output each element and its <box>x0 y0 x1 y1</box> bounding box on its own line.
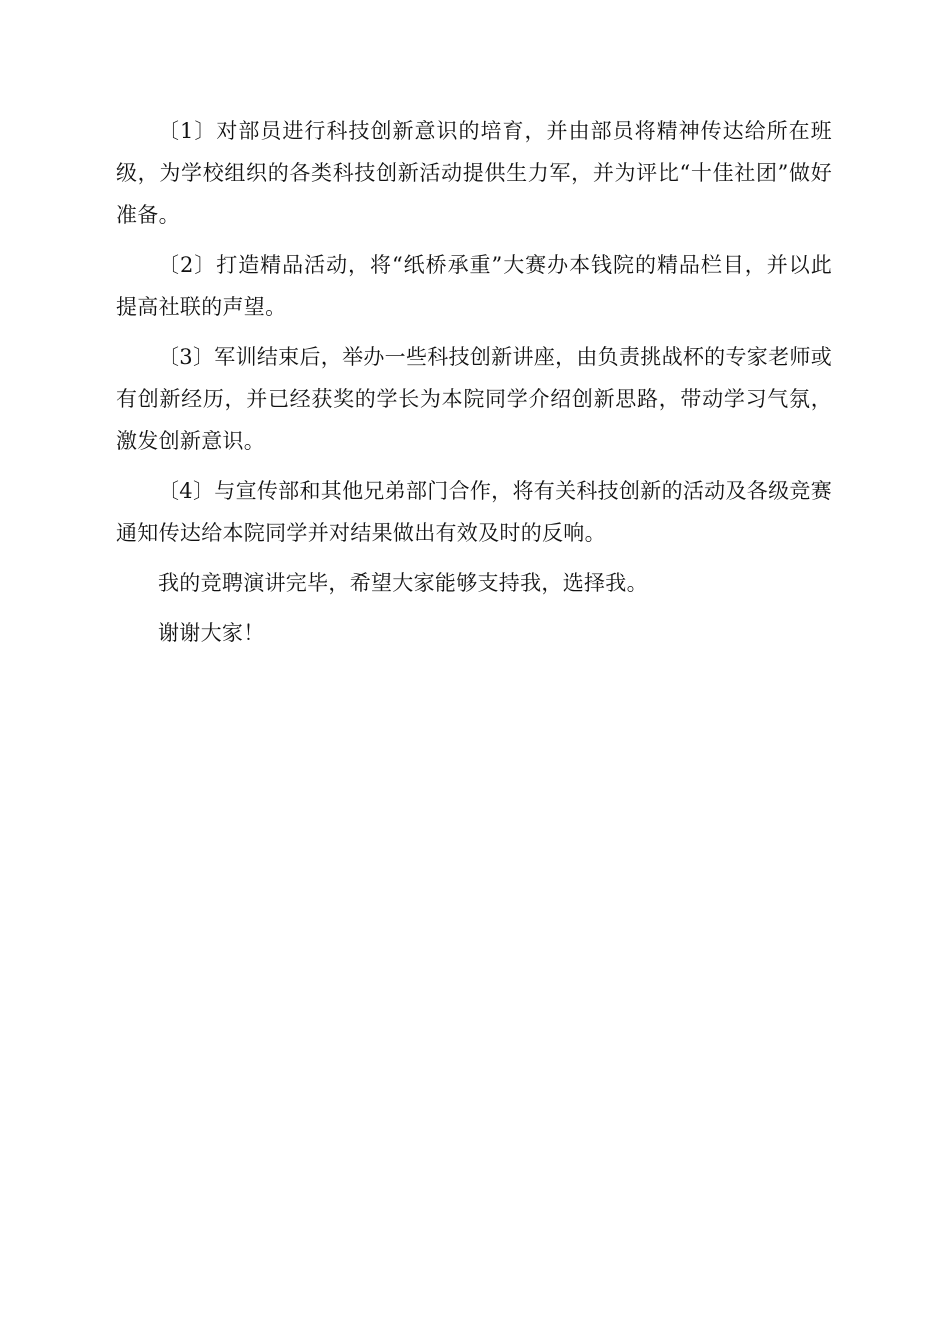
document-body <box>116 110 832 662</box>
paragraph-item-3: 〔3〕军训结束后，举办一些科技创新讲座，由负责挑战杯的专家老师或有创新经历，并已经获奖的学长为本院同学介绍创新思路，带动学习气氛，激发创新意识。 <box>116 345 832 453</box>
closing-statement: 我的竞聘演讲完毕，希望大家能够支持我，选择我。 <box>158 571 648 595</box>
paragraph-item-1: 〔1〕对部员进行科技创新意识的培育，并由部员将精神传达给所在班级，为学校组织的各类科技创新活动提供生力军，并为评比“十佳社团”做好准备。 <box>116 119 832 227</box>
paragraph-item-4: 〔4〕与宣传部和其他兄弟部门合作，将有关科技创新的活动及各级竞赛通知传达给本院同学并对结果做出有效及时的反响。 <box>116 479 832 545</box>
thanks-line: 谢谢大家！ <box>158 621 265 645</box>
paragraph-item-2: 〔2〕打造精品活动，将“纸桥承重”大赛办本钱院的精品栏目，并以此提高社联的声望。 <box>116 253 832 319</box>
